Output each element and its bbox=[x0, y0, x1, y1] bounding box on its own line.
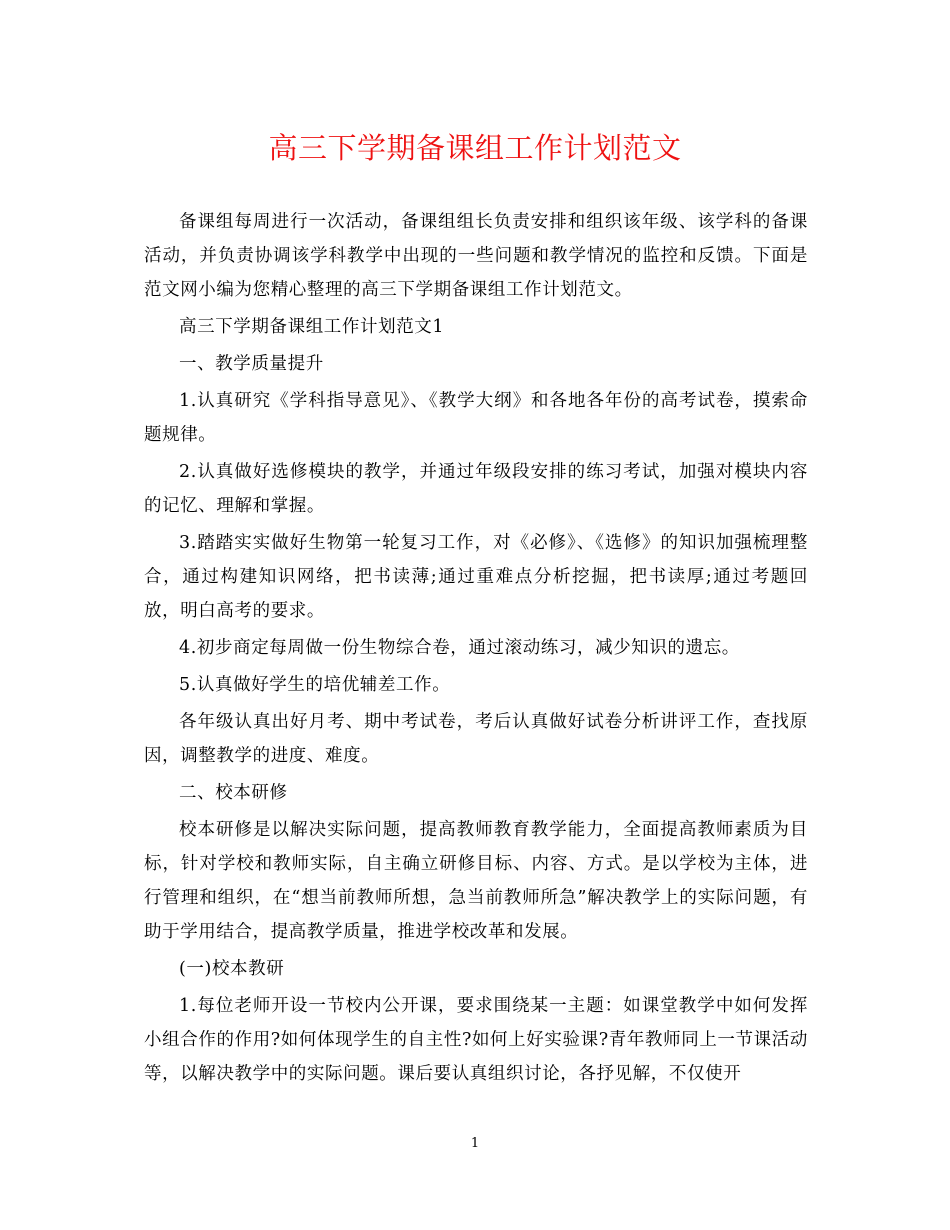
paragraph-item-1: 1.认真研究《学科指导意见》、《教学大纲》和各地各年份的高考试卷，摸索命题规律。 bbox=[144, 391, 808, 445]
paragraph-exams: 各年级认真出好月考、期中考试卷，考后认真做好试卷分析讲评工作，查找原因，调整教学的进度、难度。 bbox=[144, 712, 808, 766]
paragraph-section-2-heading: 二、校本研修 bbox=[179, 783, 288, 803]
paragraph-open-class: 1.每位老师开设一节校内公开课，要求围绕某一主题：如课堂教学中如何发挥小组合作的作用?如何体现学生的自主性?如何上好实验课?青年教师同上一节课活动等，以解决教学中的实际问题。课后要认真组织讨论，各抒见解，不仅使开 bbox=[144, 996, 808, 1084]
document-title: 高三下学期备课组工作计划范文 bbox=[268, 131, 682, 165]
document-body bbox=[144, 205, 808, 1094]
paragraph-intro: 备课组每周进行一次活动，备课组组长负责安排和组织该年级、该学科的备课活动，并负责协调该学科教学中出现的一些问题和教学情况的监控和反馈。下面是范文网小编为您精心整理的高三下学期备课组工作计划范文。 bbox=[144, 212, 808, 300]
page-number: 1 bbox=[470, 1136, 480, 1151]
paragraph-item-3: 3.踏踏实实做好生物第一轮复习工作，对《必修》、《选修》的知识加强梳理整合，通过构建知识网络，把书读薄;通过重难点分析挖掘，把书读厚;通过考题回放，明白高考的要求。 bbox=[144, 533, 808, 621]
paragraph-item-2: 2.认真做好选修模块的教学，并通过年级段安排的练习考试，加强对模块内容的记忆、理解和掌握。 bbox=[144, 462, 808, 516]
paragraph-plan-heading: 高三下学期备课组工作计划范文1 bbox=[179, 317, 445, 337]
paragraph-school-research: 校本研修是以解决实际问题，提高教师教育教学能力，全面提高教师素质为目标，针对学校和教师实际，自主确立研修目标、内容、方式。是以学校为主体，进行管理和组织，在“想当前教师所想，急当前教师所急”解决教学上的实际问题，有助于学用结合，提高教学质量，推进学校改革和发展。 bbox=[144, 820, 808, 942]
paragraph-item-5: 5.认真做好学生的培优辅差工作。 bbox=[179, 675, 451, 695]
paragraph-section-1-heading: 一、教学质量提升 bbox=[179, 354, 324, 374]
paragraph-item-4: 4.初步商定每周做一份生物综合卷，通过滚动练习，减少知识的遗忘。 bbox=[179, 638, 740, 658]
paragraph-subsection-1-heading: (一)校本教研 bbox=[179, 959, 285, 979]
